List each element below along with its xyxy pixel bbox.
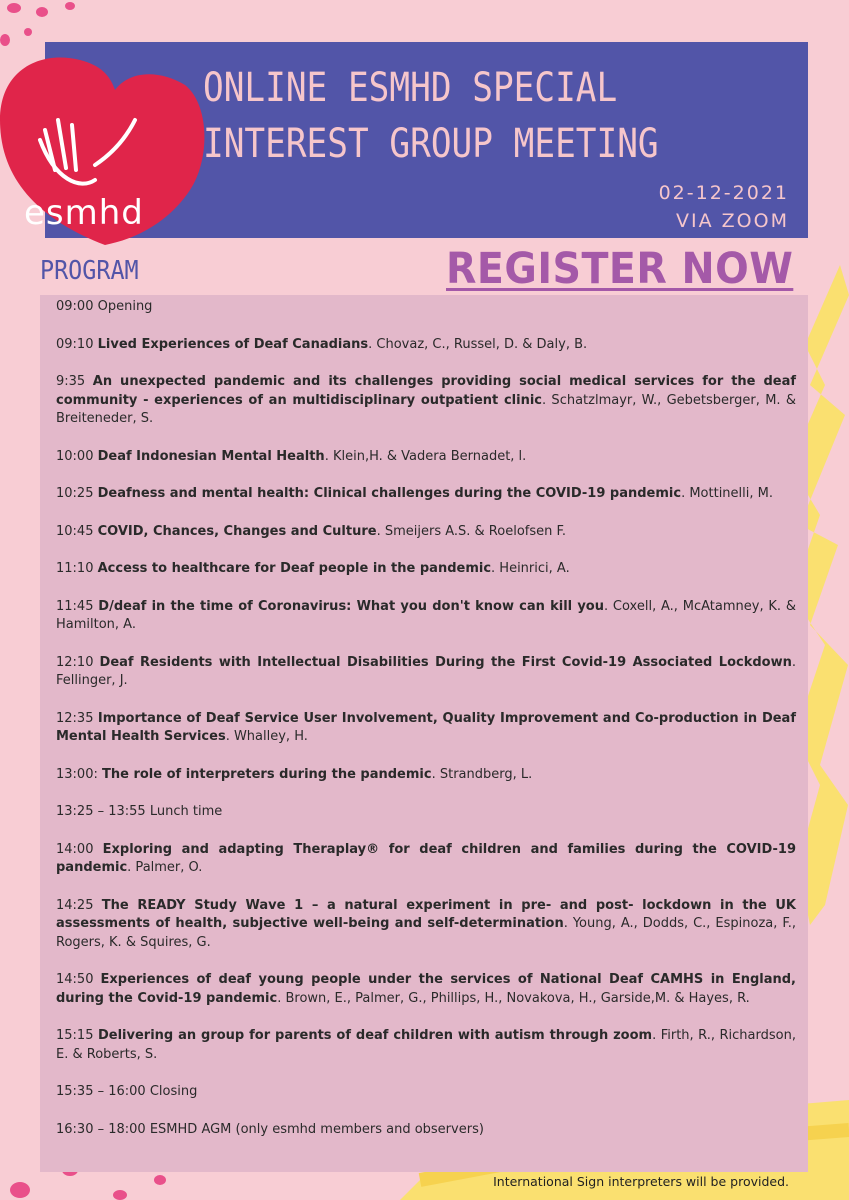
schedule-time: 12:10 — [56, 654, 94, 670]
schedule-item — [56, 654, 796, 691]
schedule-item — [56, 373, 796, 429]
schedule-details: Lunch time — [149, 804, 223, 819]
schedule-time: 09:10 — [56, 336, 94, 352]
schedule-title: Deaf Residents with Intellectual Disabilities During the First Covid-19 Associated Lockdown — [99, 654, 792, 670]
schedule-item — [56, 523, 796, 542]
schedule-title: Exploring and adapting Theraplay® for deaf children and families during the COVID-19 pandemic — [56, 841, 796, 875]
schedule-details: . Chovaz, C., Russel, D. & Daly, B. — [368, 336, 588, 352]
schedule-item — [56, 803, 796, 822]
schedule-time: 12:35 — [56, 710, 94, 726]
schedule-details: . Young, A., Dodds, C., Espinoza, F., Rogers, K. & Squires, G. — [56, 916, 796, 950]
schedule-time: 9:35 — [56, 374, 86, 389]
schedule-details: . Fellinger, J. — [56, 654, 797, 688]
title-line-2: INTEREST GROUP MEETING — [203, 121, 659, 167]
schedule-item — [56, 1121, 796, 1140]
schedule-time: 10:25 — [56, 486, 94, 501]
schedule-details: . Heinrici, A. — [491, 561, 570, 576]
schedule-time: 13:25 – 13:55 — [56, 804, 146, 819]
schedule-item — [56, 1083, 796, 1102]
schedule-title: D/deaf in the time of Coronavirus: What you don't know can kill you — [98, 598, 604, 614]
schedule-details: . Palmer, O. — [127, 860, 203, 875]
schedule-item — [56, 598, 796, 635]
page-title — [203, 60, 685, 172]
schedule-time: 14:25 — [56, 897, 94, 913]
logo-text: esmhd — [24, 193, 144, 233]
event-date: 02-12-2021 — [658, 182, 789, 204]
schedule-title: The READY Study Wave 1 – a natural experiment in pre- and post- lockdown in the UK assessments of health, subjective well-being and self-determination — [56, 897, 796, 931]
event-platform: VIA ZOOM — [676, 210, 789, 232]
register-now-link[interactable]: REGISTER NOW — [446, 244, 794, 294]
schedule-time: 16:30 – 18:00 — [56, 1121, 146, 1137]
schedule-title: An unexpected pandemic and its challenges providing social medical services for the deaf community - experiences of an multidisciplinary outpatient clinic — [56, 374, 796, 408]
schedule-time: 10:00 — [56, 448, 94, 464]
schedule-title: Deaf Indonesian Mental Health — [97, 448, 325, 464]
schedule-item — [56, 766, 796, 785]
schedule-title: Delivering an group for parents of deaf children with autism through zoom — [97, 1028, 653, 1043]
schedule-details: Opening — [97, 299, 153, 314]
schedule-item — [56, 485, 796, 504]
schedule-title: Experiences of deaf young people under the services of National Deaf CAMHS in England, during the Covid-19 pandemic — [56, 972, 796, 1006]
schedule-time: 15:15 — [56, 1028, 94, 1043]
schedule-details: . Brown, E., Palmer, G., Phillips, H., Novakova, H., Garside,M. & Hayes, R. — [277, 990, 750, 1006]
schedule-item — [56, 560, 796, 579]
schedule-item — [56, 298, 796, 317]
schedule-time: 15:35 – 16:00 — [56, 1084, 146, 1099]
schedule-item — [56, 448, 796, 467]
schedule-title: Deafness and mental health: Clinical challenges during the COVID-19 pandemic — [97, 486, 682, 501]
schedule-time: 11:10 — [56, 561, 94, 576]
schedule-details: ESMHD AGM (only esmhd members and observers) — [149, 1121, 484, 1137]
schedule-details: . Smeijers A.S. & Roelofsen F. — [376, 523, 567, 539]
schedule-title: The role of interpreters during the pandemic — [101, 766, 432, 782]
schedule-title: Lived Experiences of Deaf Canadians — [97, 336, 369, 352]
schedule-title: COVID, Chances, Changes and Culture — [97, 523, 377, 539]
schedule-time: 09:00 — [56, 299, 94, 314]
schedule-item — [56, 897, 796, 953]
title-line-1: ONLINE ESMHD SPECIAL — [203, 65, 618, 111]
schedule-title: Access to healthcare for Deaf people in the pandemic — [97, 561, 492, 576]
footer-note: International Sign interpreters will be provided. — [493, 1174, 789, 1189]
schedule-details: . Whalley, H. — [225, 729, 308, 744]
schedule-details: . Coxell, A., McAtamney, K. & Hamilton, A. — [56, 598, 796, 632]
schedule-details: . Mottinelli, M. — [681, 486, 773, 501]
schedule-item — [56, 1027, 796, 1064]
schedule-details: . Firth, R., Richardson, E. & Roberts, S. — [56, 1028, 796, 1062]
schedule-item — [56, 336, 796, 355]
schedule-time: 14:50 — [56, 972, 94, 987]
program-list — [56, 298, 796, 1158]
schedule-time: 13:00: — [56, 766, 98, 782]
schedule-details: . Schatzlmayr, W., Gebetsberger, M. & Breiteneder, S. — [56, 392, 796, 426]
schedule-details: . Strandberg, L. — [431, 766, 533, 782]
schedule-time: 10:45 — [56, 523, 94, 539]
schedule-title: Importance of Deaf Service User Involvement, Quality Improvement and Co-production in Deaf Mental Health Services — [56, 710, 796, 744]
schedule-item — [56, 710, 796, 747]
schedule-time: 14:00 — [56, 841, 94, 857]
program-heading: PROGRAM — [40, 256, 139, 286]
schedule-item — [56, 971, 796, 1008]
schedule-details: Closing — [149, 1084, 198, 1099]
schedule-details: . Klein,H. & Vadera Bernadet, l. — [324, 448, 527, 464]
schedule-item — [56, 841, 796, 878]
schedule-time: 11:45 — [56, 598, 94, 614]
